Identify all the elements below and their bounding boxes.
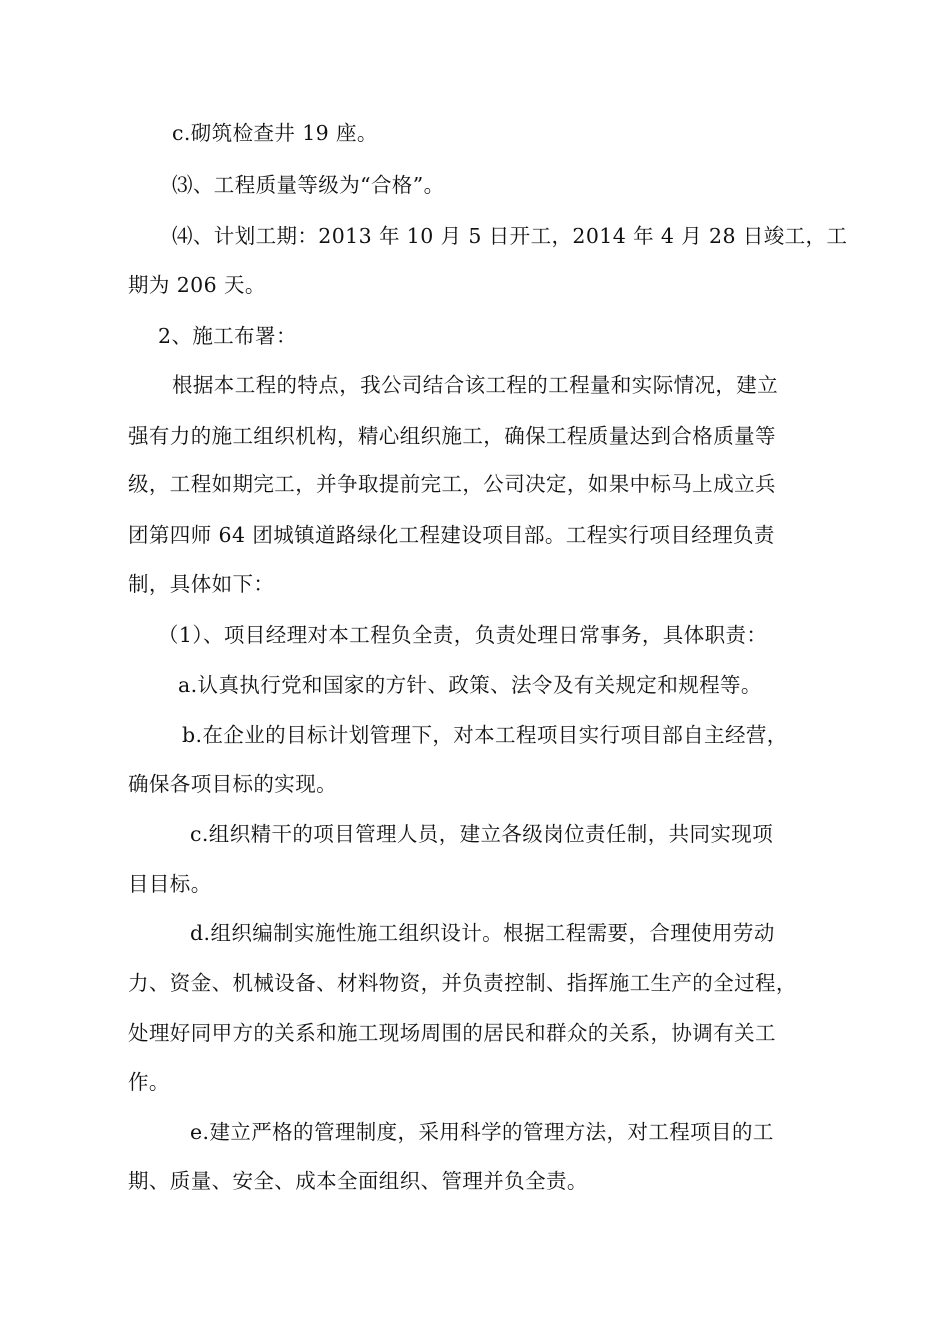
text-line: 制，具体如下： [128, 572, 275, 596]
text-line: c.组织精干的项目管理人员，建立各级岗位责任制，共同实现项 [190, 822, 774, 846]
text-line: e.建立严格的管理制度，采用科学的管理方法，对工程项目的工 [190, 1120, 774, 1144]
text-line: 根据本工程的特点，我公司结合该工程的工程量和实际情况，建立 [172, 373, 779, 397]
text-line: 处理好同甲方的关系和施工现场周围的居民和群众的关系，协调有关工 [128, 1021, 776, 1045]
text-line: 作。 [128, 1070, 170, 1094]
text-line: ⑶、工程质量等级为“合格”。 [172, 173, 445, 197]
text-line: 团第四师 64 团城镇道路绿化工程建设项目部。工程实行项目经理负责 [128, 523, 775, 547]
text-line: d.组织编制实施性施工组织设计。根据工程需要，合理使用劳动 [190, 921, 775, 945]
text-line: b.在企业的目标计划管理下，对本工程项目实行项目部自主经营， [182, 723, 788, 747]
text-line: ⑷、计划工期：2013 年 10 月 5 日开工，2014 年 4 月 28 日竣工，工 [172, 224, 848, 248]
text-line: 强有力的施工组织机构，精心组织施工，确保工程质量达到合格质量等 [128, 424, 776, 448]
text-line: 期为 206 天。 [128, 273, 266, 297]
text-line: 确保各项目标的实现。 [128, 772, 337, 796]
text-line: 力、资金、机械设备、材料物资，并负责控制、指挥施工生产的全过程， [128, 971, 797, 995]
text-line: 级，工程如期完工，并争取提前完工，公司决定，如果中标马上成立兵 [128, 472, 776, 496]
text-line: （1）、项目经理对本工程负全责，负责处理日常事务，具体职责： [158, 623, 768, 647]
text-line: a.认真执行党和国家的方针、政策、法令及有关规定和规程等。 [178, 673, 762, 697]
text-line: 期、质量、安全、成本全面组织、管理并负全责。 [128, 1169, 588, 1193]
text-line: 2、施工布署： [158, 324, 297, 348]
text-line: c.砌筑检查井 19 座。 [172, 121, 378, 145]
text-line: 目目标。 [128, 872, 212, 896]
